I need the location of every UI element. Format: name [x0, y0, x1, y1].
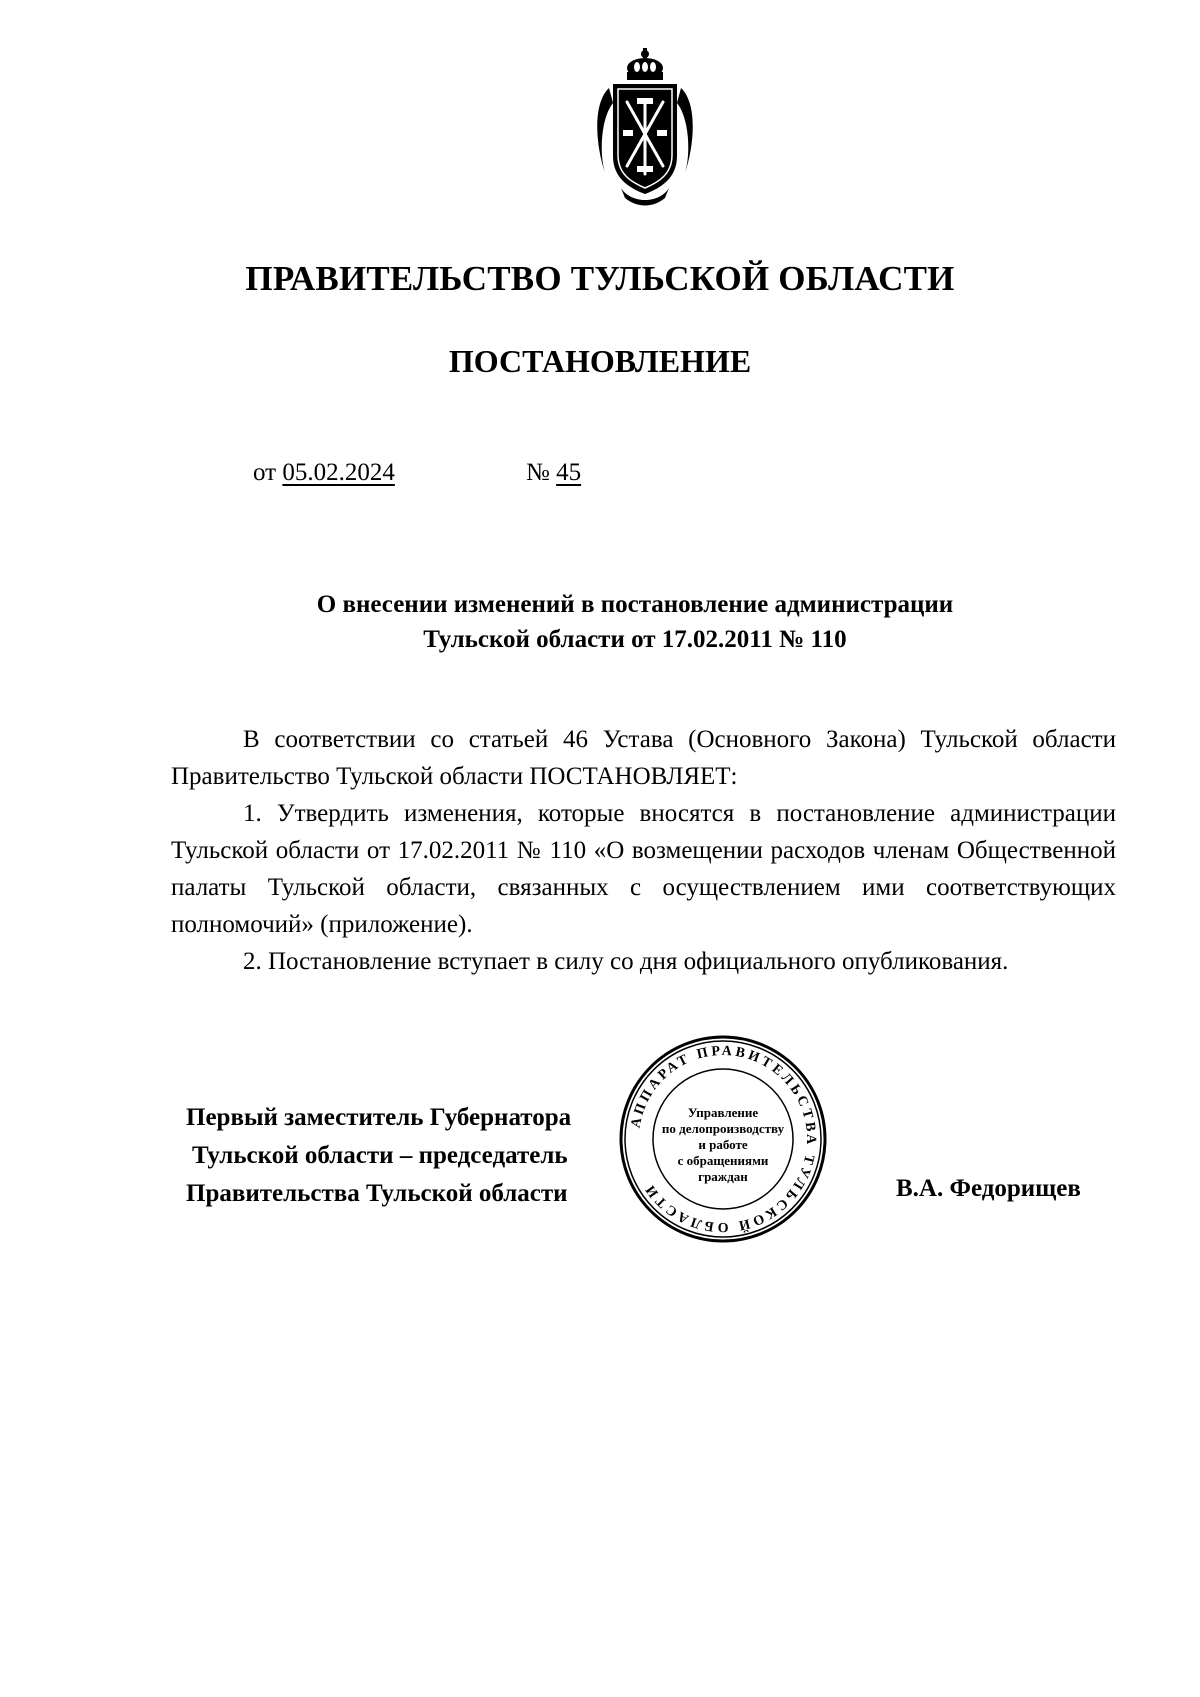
date-prefix: от — [253, 459, 277, 486]
signatory-title-line-3: Правительства Тульской области — [186, 1180, 568, 1207]
subject-line-2: Тульской области от 17.02.2011 № 110 — [423, 626, 847, 653]
signatory-title-line-1: Первый заместитель Губернатора — [186, 1104, 572, 1131]
stamp-center-text — [635, 1105, 811, 1185]
tula-coat-of-arms-icon — [591, 48, 699, 208]
document-number: 45 — [556, 459, 582, 486]
stamp-ring-text: АППАРАТ ПРАВИТЕЛЬСТВА ТУЛЬСКОЙ ОБЛАСТИ — [628, 1043, 819, 1235]
signatory-title — [186, 1099, 571, 1213]
stamp-line-3: и работе — [698, 1137, 748, 1152]
subject-line-1: О внесении изменений в постановление администрации — [316, 591, 954, 618]
body-paragraph-2: 1. Утвердить изменения, которые вносятся в постановление администрации Тульской области от 17.02.2011 № 110 «О возмещении расходов членам Общественной палаты Тульской области, связанных с осуществлением ими соответствующих полномочий» (приложение). — [171, 800, 1116, 938]
stamp-line-1: Управление — [687, 1105, 759, 1120]
stamp-line-2: по делопроизводству — [661, 1121, 785, 1136]
signatory-name: В.А. Федорищев — [896, 1175, 1081, 1202]
document-body — [171, 721, 1116, 980]
stamp-line-5: граждан — [698, 1169, 748, 1184]
stamp-line-4: с обращениями — [677, 1153, 769, 1168]
document-subject — [170, 587, 1100, 657]
number-prefix: № — [526, 459, 550, 486]
date-line — [253, 459, 395, 487]
number-line — [526, 459, 581, 487]
document-date: 05.02.2024 — [282, 459, 395, 486]
organization-title: ПРАВИТЕЛЬСТВО ТУЛЬСКОЙ ОБЛАСТИ — [245, 259, 955, 298]
document-type: ПОСТАНОВЛЕНИЕ — [448, 343, 752, 379]
body-paragraph-3: 2. Постановление вступает в силу со дня официального опубликования. — [243, 948, 1009, 975]
body-paragraph-1: В соответствии со статьей 46 Устава (Основного Закона) Тульской области Правительство Тульской области ПОСТАНОВЛЯЕТ: — [171, 726, 1116, 790]
signatory-title-line-2: Тульской области – председатель — [192, 1142, 568, 1169]
